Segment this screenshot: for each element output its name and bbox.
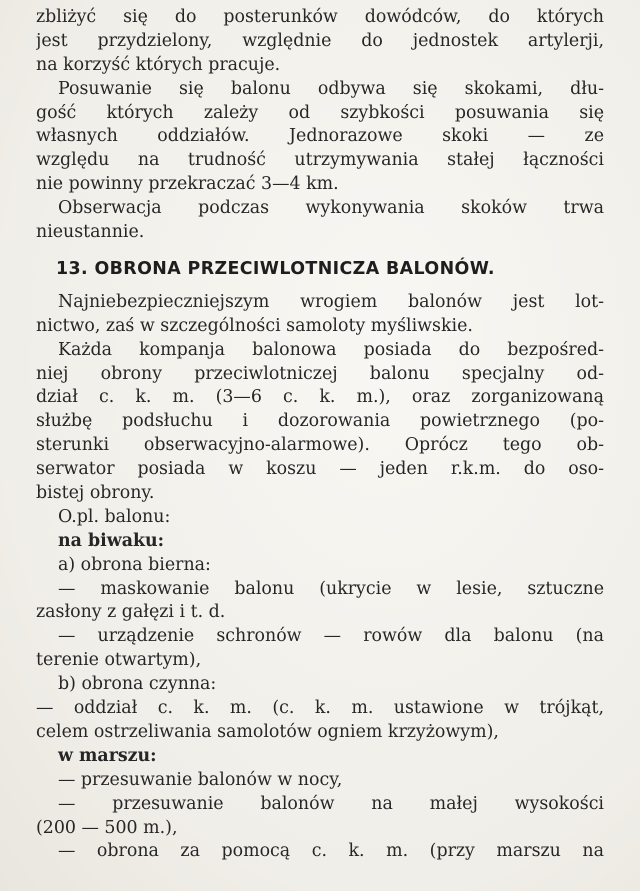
marsz-heading: w marszu: (58, 745, 157, 766)
list-item-b: b) obrona czynna: (58, 674, 217, 695)
text-line: względu na trudność utrzymywania stałej łączności (36, 150, 604, 171)
page-text (36, 6, 604, 864)
list-item-a: a) obrona bierna: (58, 554, 211, 575)
text-line: — oddział c. k. m. (c. k. m. ustawione w trójkąt, (36, 698, 604, 719)
text-line: nieustannie. (36, 222, 145, 243)
text-line: zbliżyć się do posterunków dowódców, do których (36, 7, 604, 27)
list-a-lines (36, 578, 604, 674)
text-line: — maskowanie balonu (ukrycie w lesie, sztuczne (58, 578, 604, 599)
list-b-lines (36, 697, 604, 745)
text-line: własnych oddziałów. Jednorazowe skoki — ze (36, 126, 604, 147)
paragraph-5 (36, 339, 604, 506)
text-line: niej obrony przeciwlotniczej balonu specjalny od- (36, 363, 604, 384)
text-line: Najniebezpieczniejszym wrogiem balonów jest lot- (58, 291, 604, 312)
text-line: Obserwacja podczas wykonywania skoków trwa (58, 198, 604, 219)
text-line: — przesuwanie balonów na małej wysokości (58, 793, 604, 814)
text-line: celem ostrzeliwania samolotów ogniem krzyżowym), (36, 721, 499, 742)
text-line: nie powinny przekraczać 3—4 km. (36, 174, 339, 195)
text-line: jest przydzielony, względnie do jednostek artylerji, (36, 30, 604, 51)
text-line: na korzyść których pracuje. (36, 54, 281, 75)
text-line: dział c. k. m. (3—6 c. k. m.), oraz zorganizowaną (36, 387, 604, 408)
text-line: Posuwanie się balonu odbywa się skokami, dłu- (58, 78, 604, 99)
text-line: serwator posiada w koszu — jeden r.k.m. do oso- (36, 459, 604, 480)
paragraph-2 (36, 78, 604, 197)
text-line: służbę podsłuchu i dozorowania powietrznego (po- (36, 411, 604, 432)
section-heading: 13. OBRONA PRZECIWLOTNICZA BALONÓW. (56, 258, 495, 279)
text-line: gość których zależy od szybkości posuwania się (36, 102, 604, 123)
opl-label: O.pl. balonu: (58, 506, 171, 527)
paragraph-3 (36, 197, 604, 245)
text-line: bistej obrony. (36, 483, 155, 504)
text-line: (200 — 500 m.), (36, 817, 178, 838)
biwak-heading: na biwaku: (58, 530, 165, 551)
paragraph-4 (36, 291, 604, 339)
text-line: — przesuwanie balonów w nocy, (58, 769, 343, 790)
list-marsz-lines (36, 769, 604, 865)
paragraph-1 (36, 6, 604, 78)
text-line: — obrona za pomocą c. k. m. (przy marszu na (58, 841, 604, 862)
text-line: terenie otwartym), (36, 650, 202, 671)
text-line: zasłony z gałęzi i t. d. (36, 602, 226, 623)
text-line: — urządzenie schronów — rowów dla balonu (na (58, 626, 604, 647)
text-line: nictwo, zaś w szczególności samoloty myśliwskie. (36, 315, 473, 336)
text-line: Każda kompanja balonowa posiada do bezpośred- (58, 339, 604, 360)
text-line: sterunki obserwacyjno-alarmowe). Oprócz tego ob- (36, 435, 604, 456)
